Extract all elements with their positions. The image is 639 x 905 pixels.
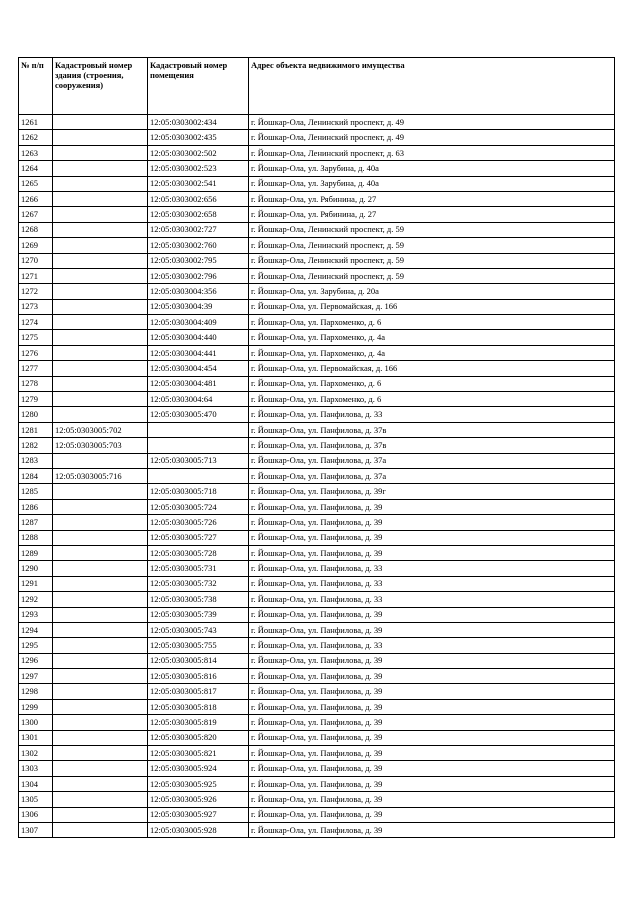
cell-building-cadastral-number xyxy=(53,345,148,360)
cell-number: 1265 xyxy=(19,176,53,191)
table-row xyxy=(19,699,615,714)
table-row xyxy=(19,822,615,837)
table-row xyxy=(19,807,615,822)
cell-building-cadastral-number xyxy=(53,145,148,160)
cell-premises-cadastral-number: 12:05:0303004:440 xyxy=(148,330,249,345)
table-row xyxy=(19,715,615,730)
cell-address: г. Йошкар-Ола, ул. Зарубина, д. 40а xyxy=(249,176,615,191)
table-row xyxy=(19,499,615,514)
table-row xyxy=(19,207,615,222)
cell-address: г. Йошкар-Ола, ул. Панфилова, д. 33 xyxy=(249,407,615,422)
cell-address: г. Йошкар-Ола, ул. Рябинина, д. 27 xyxy=(249,191,615,206)
cell-premises-cadastral-number: 12:05:0303004:454 xyxy=(148,361,249,376)
cell-number: 1302 xyxy=(19,746,53,761)
cell-number: 1261 xyxy=(19,115,53,130)
cell-premises-cadastral-number: 12:05:0303005:727 xyxy=(148,530,249,545)
table-row xyxy=(19,622,615,637)
cell-building-cadastral-number xyxy=(53,730,148,745)
cell-number: 1285 xyxy=(19,484,53,499)
cell-number: 1278 xyxy=(19,376,53,391)
cell-address: г. Йошкар-Ола, ул. Пархоменко, д. 4а xyxy=(249,345,615,360)
cell-address: г. Йошкар-Ола, ул. Панфилова, д. 33 xyxy=(249,561,615,576)
cell-address: г. Йошкар-Ола, ул. Рябинина, д. 27 xyxy=(249,207,615,222)
cell-building-cadastral-number xyxy=(53,284,148,299)
table-row xyxy=(19,761,615,776)
cell-number: 1279 xyxy=(19,392,53,407)
cell-address: г. Йошкар-Ола, ул. Панфилова, д. 39 xyxy=(249,807,615,822)
table-row xyxy=(19,438,615,453)
cell-building-cadastral-number xyxy=(53,669,148,684)
table-row xyxy=(19,345,615,360)
cell-premises-cadastral-number: 12:05:0303005:732 xyxy=(148,576,249,591)
cell-building-cadastral-number xyxy=(53,392,148,407)
cell-number: 1295 xyxy=(19,638,53,653)
cell-premises-cadastral-number: 12:05:0303005:817 xyxy=(148,684,249,699)
cell-building-cadastral-number xyxy=(53,499,148,514)
cell-number: 1264 xyxy=(19,161,53,176)
cell-number: 1299 xyxy=(19,699,53,714)
cell-number: 1298 xyxy=(19,684,53,699)
cell-premises-cadastral-number: 12:05:0303005:724 xyxy=(148,499,249,514)
cell-address: г. Йошкар-Ола, ул. Панфилова, д. 39 xyxy=(249,607,615,622)
cell-premises-cadastral-number: 12:05:0303005:818 xyxy=(148,699,249,714)
table-row xyxy=(19,792,615,807)
cell-number: 1304 xyxy=(19,776,53,791)
table-row xyxy=(19,299,615,314)
cell-premises-cadastral-number: 12:05:0303002:760 xyxy=(148,238,249,253)
cell-premises-cadastral-number: 12:05:0303002:434 xyxy=(148,115,249,130)
cell-premises-cadastral-number: 12:05:0303004:39 xyxy=(148,299,249,314)
cell-address: г. Йошкар-Ола, ул. Зарубина, д. 40а xyxy=(249,161,615,176)
cell-premises-cadastral-number: 12:05:0303002:727 xyxy=(148,222,249,237)
cell-number: 1283 xyxy=(19,453,53,468)
table-header-row xyxy=(19,58,615,115)
cell-address: г. Йошкар-Ола, ул. Зарубина, д. 20а xyxy=(249,284,615,299)
cell-number: 1300 xyxy=(19,715,53,730)
cell-address: г. Йошкар-Ола, ул. Панфилова, д. 39 xyxy=(249,622,615,637)
cell-number: 1294 xyxy=(19,622,53,637)
cell-address: г. Йошкар-Ола, ул. Пархоменко, д. 6 xyxy=(249,315,615,330)
cell-address: г. Йошкар-Ола, ул. Панфилова, д. 39г xyxy=(249,484,615,499)
table-row xyxy=(19,684,615,699)
cell-number: 1296 xyxy=(19,653,53,668)
cell-premises-cadastral-number: 12:05:0303004:441 xyxy=(148,345,249,360)
table-row xyxy=(19,484,615,499)
cell-premises-cadastral-number: 12:05:0303002:435 xyxy=(148,130,249,145)
cell-building-cadastral-number xyxy=(53,207,148,222)
cell-premises-cadastral-number: 12:05:0303005:926 xyxy=(148,792,249,807)
cell-building-cadastral-number xyxy=(53,592,148,607)
cell-number: 1284 xyxy=(19,468,53,483)
cell-premises-cadastral-number: 12:05:0303002:658 xyxy=(148,207,249,222)
cell-number: 1289 xyxy=(19,545,53,560)
cell-number: 1286 xyxy=(19,499,53,514)
cell-premises-cadastral-number: 12:05:0303005:738 xyxy=(148,592,249,607)
column-header-building-cadastral-number: Кадастровый номер здания (строения, сооружения) xyxy=(53,58,148,115)
cell-number: 1271 xyxy=(19,268,53,283)
cell-building-cadastral-number xyxy=(53,484,148,499)
cell-premises-cadastral-number: 12:05:0303005:927 xyxy=(148,807,249,822)
cell-number: 1303 xyxy=(19,761,53,776)
table-row xyxy=(19,191,615,206)
cell-number: 1263 xyxy=(19,145,53,160)
cell-address: г. Йошкар-Ола, ул. Панфилова, д. 39 xyxy=(249,730,615,745)
cell-number: 1287 xyxy=(19,515,53,530)
cell-building-cadastral-number xyxy=(53,776,148,791)
cell-address: г. Йошкар-Ола, ул. Пархоменко, д. 6 xyxy=(249,376,615,391)
column-header-premises-cadastral-number: Кадастровый номер помещения xyxy=(148,58,249,115)
cell-address: г. Йошкар-Ола, ул. Панфилова, д. 39 xyxy=(249,746,615,761)
cell-premises-cadastral-number: 12:05:0303002:656 xyxy=(148,191,249,206)
cell-address: г. Йошкар-Ола, Ленинский проспект, д. 49 xyxy=(249,130,615,145)
cell-address: г. Йошкар-Ола, Ленинский проспект, д. 59 xyxy=(249,268,615,283)
cell-address: г. Йошкар-Ола, ул. Пархоменко, д. 4а xyxy=(249,330,615,345)
cell-premises-cadastral-number: 12:05:0303002:523 xyxy=(148,161,249,176)
cell-building-cadastral-number xyxy=(53,299,148,314)
cell-number: 1292 xyxy=(19,592,53,607)
cell-building-cadastral-number xyxy=(53,576,148,591)
cell-address: г. Йошкар-Ола, ул. Панфилова, д. 39 xyxy=(249,761,615,776)
cell-premises-cadastral-number: 12:05:0303004:409 xyxy=(148,315,249,330)
table-row xyxy=(19,545,615,560)
cell-address: г. Йошкар-Ола, ул. Панфилова, д. 33 xyxy=(249,576,615,591)
cell-premises-cadastral-number: 12:05:0303004:356 xyxy=(148,284,249,299)
table-row xyxy=(19,222,615,237)
table-row xyxy=(19,515,615,530)
cell-address: г. Йошкар-Ола, ул. Панфилова, д. 39 xyxy=(249,515,615,530)
cell-building-cadastral-number xyxy=(53,699,148,714)
cell-address: г. Йошкар-Ола, ул. Первомайская, д. 166 xyxy=(249,361,615,376)
cell-building-cadastral-number xyxy=(53,253,148,268)
cell-premises-cadastral-number: 12:05:0303005:718 xyxy=(148,484,249,499)
table-row xyxy=(19,669,615,684)
cell-premises-cadastral-number: 12:05:0303005:713 xyxy=(148,453,249,468)
cell-number: 1282 xyxy=(19,438,53,453)
cell-number: 1262 xyxy=(19,130,53,145)
cell-number: 1275 xyxy=(19,330,53,345)
cell-building-cadastral-number xyxy=(53,191,148,206)
cell-number: 1270 xyxy=(19,253,53,268)
cell-number: 1273 xyxy=(19,299,53,314)
cell-building-cadastral-number xyxy=(53,622,148,637)
cell-premises-cadastral-number: 12:05:0303005:925 xyxy=(148,776,249,791)
cell-building-cadastral-number xyxy=(53,407,148,422)
cell-address: г. Йошкар-Ола, ул. Панфилова, д. 37а xyxy=(249,468,615,483)
cell-number: 1274 xyxy=(19,315,53,330)
cell-address: г. Йошкар-Ола, ул. Панфилова, д. 37в xyxy=(249,422,615,437)
table-row xyxy=(19,422,615,437)
table-row xyxy=(19,115,615,130)
table-row xyxy=(19,284,615,299)
cell-premises-cadastral-number: 12:05:0303005:728 xyxy=(148,545,249,560)
cell-number: 1281 xyxy=(19,422,53,437)
cell-premises-cadastral-number: 12:05:0303002:541 xyxy=(148,176,249,191)
table-row xyxy=(19,730,615,745)
cell-premises-cadastral-number: 12:05:0303005:755 xyxy=(148,638,249,653)
cell-address: г. Йошкар-Ола, ул. Панфилова, д. 39 xyxy=(249,792,615,807)
cell-premises-cadastral-number: 12:05:0303005:816 xyxy=(148,669,249,684)
cell-number: 1307 xyxy=(19,822,53,837)
cell-address: г. Йошкар-Ола, ул. Панфилова, д. 39 xyxy=(249,822,615,837)
cell-building-cadastral-number: 12:05:0303005:703 xyxy=(53,438,148,453)
cell-building-cadastral-number xyxy=(53,684,148,699)
cell-building-cadastral-number xyxy=(53,545,148,560)
cell-number: 1272 xyxy=(19,284,53,299)
cell-address: г. Йошкар-Ола, ул. Панфилова, д. 39 xyxy=(249,669,615,684)
table-row xyxy=(19,238,615,253)
cell-premises-cadastral-number: 12:05:0303005:820 xyxy=(148,730,249,745)
cell-address: г. Йошкар-Ола, ул. Панфилова, д. 39 xyxy=(249,684,615,699)
cell-premises-cadastral-number: 12:05:0303002:502 xyxy=(148,145,249,160)
cell-premises-cadastral-number: 12:05:0303002:796 xyxy=(148,268,249,283)
cell-address: г. Йошкар-Ола, ул. Панфилова, д. 33 xyxy=(249,638,615,653)
table-row xyxy=(19,746,615,761)
cell-building-cadastral-number xyxy=(53,530,148,545)
cell-number: 1293 xyxy=(19,607,53,622)
cell-building-cadastral-number xyxy=(53,715,148,730)
cell-address: г. Йошкар-Ола, Ленинский проспект, д. 49 xyxy=(249,115,615,130)
cell-number: 1280 xyxy=(19,407,53,422)
cell-address: г. Йошкар-Ола, ул. Панфилова, д. 37а xyxy=(249,453,615,468)
table-row xyxy=(19,407,615,422)
cell-premises-cadastral-number: 12:05:0303005:814 xyxy=(148,653,249,668)
table-row xyxy=(19,607,615,622)
cell-address: г. Йошкар-Ола, Ленинский проспект, д. 59 xyxy=(249,253,615,268)
cell-address: г. Йошкар-Ола, ул. Панфилова, д. 39 xyxy=(249,499,615,514)
cell-number: 1268 xyxy=(19,222,53,237)
cell-number: 1291 xyxy=(19,576,53,591)
cell-building-cadastral-number xyxy=(53,130,148,145)
table-row xyxy=(19,161,615,176)
cell-number: 1276 xyxy=(19,345,53,360)
cell-number: 1267 xyxy=(19,207,53,222)
cell-number: 1288 xyxy=(19,530,53,545)
table-row xyxy=(19,268,615,283)
cell-number: 1301 xyxy=(19,730,53,745)
cell-address: г. Йошкар-Ола, ул. Панфилова, д. 37в xyxy=(249,438,615,453)
cell-number: 1290 xyxy=(19,561,53,576)
cell-building-cadastral-number xyxy=(53,561,148,576)
cell-premises-cadastral-number xyxy=(148,422,249,437)
cell-premises-cadastral-number: 12:05:0303005:739 xyxy=(148,607,249,622)
cell-premises-cadastral-number: 12:05:0303005:928 xyxy=(148,822,249,837)
cell-address: г. Йошкар-Ола, Ленинский проспект, д. 63 xyxy=(249,145,615,160)
cell-address: г. Йошкар-Ола, Ленинский проспект, д. 59 xyxy=(249,238,615,253)
table-row xyxy=(19,468,615,483)
cell-building-cadastral-number xyxy=(53,238,148,253)
cell-building-cadastral-number xyxy=(53,115,148,130)
table-row xyxy=(19,315,615,330)
cell-number: 1306 xyxy=(19,807,53,822)
column-header-number: № п/п xyxy=(19,58,53,115)
table-row xyxy=(19,376,615,391)
cell-premises-cadastral-number: 12:05:0303005:470 xyxy=(148,407,249,422)
cell-address: г. Йошкар-Ола, ул. Панфилова, д. 39 xyxy=(249,715,615,730)
cell-building-cadastral-number xyxy=(53,361,148,376)
cell-building-cadastral-number xyxy=(53,607,148,622)
cell-building-cadastral-number xyxy=(53,638,148,653)
cell-premises-cadastral-number: 12:05:0303005:924 xyxy=(148,761,249,776)
cell-building-cadastral-number xyxy=(53,161,148,176)
cell-address: г. Йошкар-Ола, ул. Панфилова, д. 39 xyxy=(249,776,615,791)
cell-address: г. Йошкар-Ола, ул. Первомайская, д. 166 xyxy=(249,299,615,314)
cell-building-cadastral-number xyxy=(53,822,148,837)
table-row xyxy=(19,638,615,653)
table-row xyxy=(19,592,615,607)
cell-building-cadastral-number xyxy=(53,761,148,776)
cell-building-cadastral-number xyxy=(53,453,148,468)
cell-number: 1305 xyxy=(19,792,53,807)
table-body xyxy=(19,115,615,838)
cell-address: г. Йошкар-Ола, Ленинский проспект, д. 59 xyxy=(249,222,615,237)
table-row xyxy=(19,776,615,791)
table-row xyxy=(19,330,615,345)
cell-premises-cadastral-number: 12:05:0303004:64 xyxy=(148,392,249,407)
cell-building-cadastral-number xyxy=(53,315,148,330)
cell-building-cadastral-number xyxy=(53,807,148,822)
cell-building-cadastral-number: 12:05:0303005:702 xyxy=(53,422,148,437)
cell-address: г. Йошкар-Ола, ул. Панфилова, д. 39 xyxy=(249,653,615,668)
cell-premises-cadastral-number: 12:05:0303005:731 xyxy=(148,561,249,576)
cell-building-cadastral-number xyxy=(53,653,148,668)
cell-premises-cadastral-number xyxy=(148,438,249,453)
cell-address: г. Йошкар-Ола, ул. Пархоменко, д. 6 xyxy=(249,392,615,407)
cell-number: 1269 xyxy=(19,238,53,253)
cell-premises-cadastral-number: 12:05:0303005:821 xyxy=(148,746,249,761)
table-row xyxy=(19,130,615,145)
cell-building-cadastral-number xyxy=(53,792,148,807)
cell-number: 1266 xyxy=(19,191,53,206)
table-row xyxy=(19,392,615,407)
table-row xyxy=(19,453,615,468)
cell-building-cadastral-number xyxy=(53,330,148,345)
cell-building-cadastral-number xyxy=(53,176,148,191)
column-header-address: Адрес объекта недвижимого имущества xyxy=(249,58,615,115)
cell-building-cadastral-number xyxy=(53,746,148,761)
table-row xyxy=(19,530,615,545)
table-row xyxy=(19,576,615,591)
cell-premises-cadastral-number: 12:05:0303005:743 xyxy=(148,622,249,637)
cell-address: г. Йошкар-Ола, ул. Панфилова, д. 33 xyxy=(249,592,615,607)
table-row xyxy=(19,145,615,160)
cell-building-cadastral-number: 12:05:0303005:716 xyxy=(53,468,148,483)
cell-premises-cadastral-number: 12:05:0303004:481 xyxy=(148,376,249,391)
table-row xyxy=(19,253,615,268)
cell-premises-cadastral-number: 12:05:0303005:819 xyxy=(148,715,249,730)
cell-address: г. Йошкар-Ола, ул. Панфилова, д. 39 xyxy=(249,530,615,545)
real-estate-registry-table xyxy=(18,57,615,838)
cell-premises-cadastral-number: 12:05:0303002:795 xyxy=(148,253,249,268)
cell-address: г. Йошкар-Ола, ул. Панфилова, д. 39 xyxy=(249,545,615,560)
table-row xyxy=(19,361,615,376)
table-row xyxy=(19,653,615,668)
table-row xyxy=(19,176,615,191)
cell-premises-cadastral-number xyxy=(148,468,249,483)
cell-building-cadastral-number xyxy=(53,515,148,530)
cell-building-cadastral-number xyxy=(53,222,148,237)
cell-premises-cadastral-number: 12:05:0303005:726 xyxy=(148,515,249,530)
cell-building-cadastral-number xyxy=(53,376,148,391)
cell-number: 1297 xyxy=(19,669,53,684)
cell-address: г. Йошкар-Ола, ул. Панфилова, д. 39 xyxy=(249,699,615,714)
cell-building-cadastral-number xyxy=(53,268,148,283)
table-row xyxy=(19,561,615,576)
cell-number: 1277 xyxy=(19,361,53,376)
